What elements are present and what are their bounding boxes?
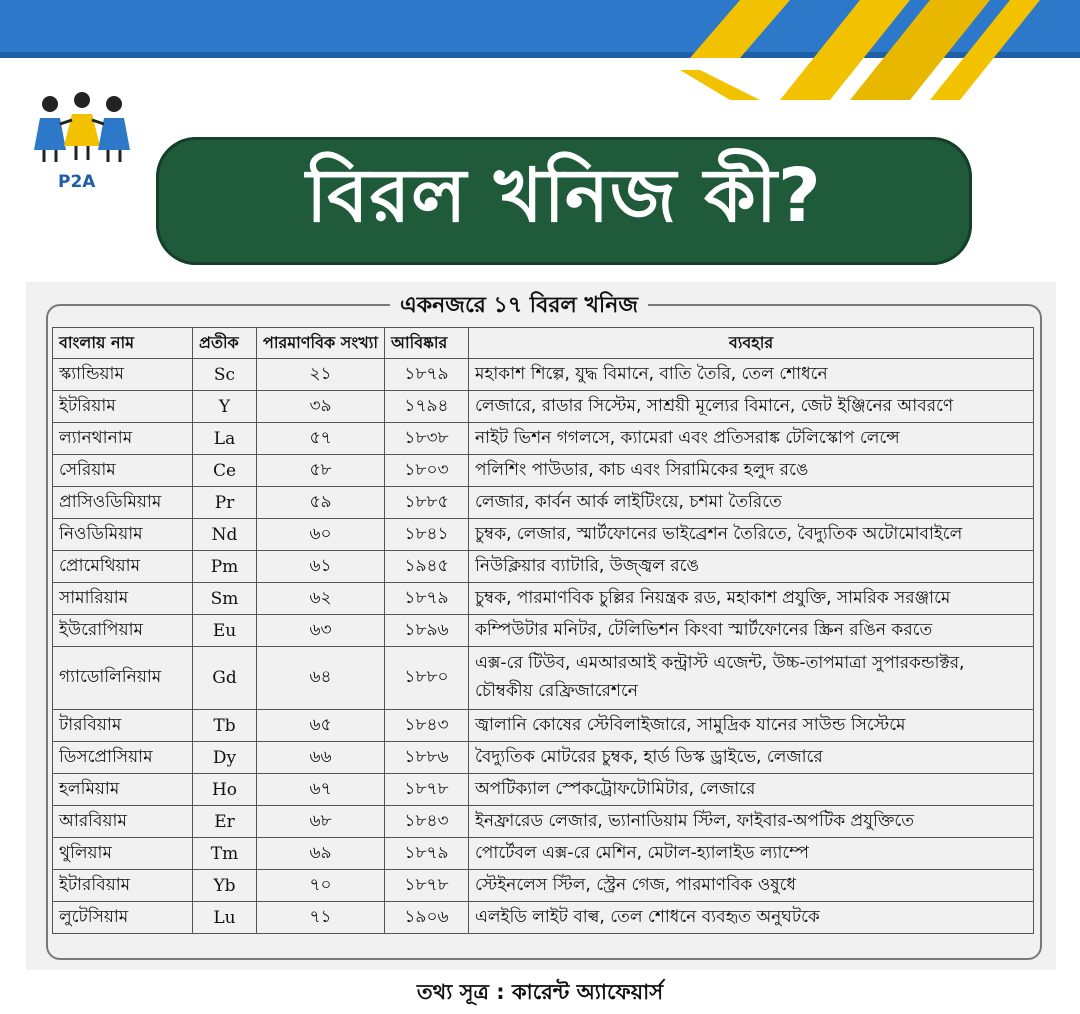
cell-symbol: Gd <box>193 647 257 710</box>
source-credit: তথ্য সূত্র : কারেন্ট অ্যাফেয়ার্স <box>416 980 664 1004</box>
cell-symbol: La <box>193 423 257 455</box>
cell-use: পলিশিং পাউডার, কাচ এবং সিরামিকের হলুদ রঙে <box>469 455 1034 487</box>
cell-name: ইউরোপিয়াম <box>53 615 193 647</box>
cell-atomic-number: ৬৯ <box>257 838 385 870</box>
cell-use: বৈদ্যুতিক মোটরের চুম্বক, হার্ড ডিস্ক ড্রাইভে, লেজারে <box>469 742 1034 774</box>
table-row <box>53 455 1034 487</box>
table-row <box>53 647 1034 710</box>
cell-symbol: Sm <box>193 583 257 615</box>
cell-symbol: Ho <box>193 774 257 806</box>
cell-atomic-number: ৭১ <box>257 902 385 934</box>
cell-atomic-number: ৬৪ <box>257 647 385 710</box>
cell-symbol: Ce <box>193 455 257 487</box>
header-use: ব্যবহার <box>469 328 1034 359</box>
cell-name: প্রোমেথিয়াম <box>53 551 193 583</box>
cell-discovery-year: ১৮৪৩ <box>385 710 469 742</box>
cell-name: ডিসপ্রোসিয়াম <box>53 742 193 774</box>
cell-name: গ্যাডোলিনিয়াম <box>53 647 193 710</box>
cell-discovery-year: ১৮০৩ <box>385 455 469 487</box>
cell-symbol: Yb <box>193 870 257 902</box>
cell-use: এক্স-রে টিউব, এমআরআই কন্ট্রাস্ট এজেন্ট, উচ্চ-তাপমাত্রা সুপারকন্ডাক্টর, চৌম্বকীয় রেফ্রিজারেশনে <box>469 647 1034 710</box>
cell-use: চুম্বক, পারমাণবিক চুল্লির নিয়ন্ত্রক রড, মহাকাশ প্রযুক্তি, সামরিক সরঞ্জামে <box>469 583 1034 615</box>
cell-atomic-number: ৬৬ <box>257 742 385 774</box>
cell-discovery-year: ১৮৭৯ <box>385 838 469 870</box>
cell-use: লেজার, কার্বন আর্ক লাইটিংয়ে, চশমা তৈরিতে <box>469 487 1034 519</box>
cell-use: মহাকাশ শিল্পে, যুদ্ধ বিমানে, বাতি তৈরি, তেল শোধনে <box>469 359 1034 391</box>
header-atomic-number: পারমাণবিক সংখ্যা <box>257 328 385 359</box>
cell-name: সামারিয়াম <box>53 583 193 615</box>
rare-minerals-table <box>52 327 1034 934</box>
cell-symbol: Sc <box>193 359 257 391</box>
cell-symbol: Tb <box>193 710 257 742</box>
cell-name: হলমিয়াম <box>53 774 193 806</box>
cell-atomic-number: ৬২ <box>257 583 385 615</box>
table-row <box>53 391 1034 423</box>
cell-use: পোর্টেবল এক্স-রে মেশিন, মেটাল-হ্যালাইড ল্যাম্পে <box>469 838 1034 870</box>
cell-atomic-number: ৬০ <box>257 519 385 551</box>
cell-use: ইনফ্রারেড লেজার, ভ্যানাডিয়াম স্টিল, ফাইবার-অপটিক প্রযুক্তিতে <box>469 806 1034 838</box>
cell-name: ইটারবিয়াম <box>53 870 193 902</box>
cell-use: নাইট ভিশন গগলসে, ক্যামেরা এবং প্রতিসরাঙ্ক টেলিস্কোপ লেন্সে <box>469 423 1034 455</box>
cell-discovery-year: ১৯০৬ <box>385 902 469 934</box>
cell-discovery-year: ১৯৪৫ <box>385 551 469 583</box>
cell-use: লেজারে, রাডার সিস্টেম, সাশ্রয়ী মূল্যের বিমানে, জেট ইঞ্জিনের আবরণে <box>469 391 1034 423</box>
cell-atomic-number: ৬৫ <box>257 710 385 742</box>
cell-discovery-year: ১৮৮৬ <box>385 742 469 774</box>
header-discovery: আবিষ্কার <box>385 328 469 359</box>
title-banner <box>156 137 972 265</box>
page-title: বিরল খনিজ কী? <box>306 152 822 239</box>
table-row <box>53 774 1034 806</box>
cell-atomic-number: ২১ <box>257 359 385 391</box>
cell-atomic-number: ৬৮ <box>257 806 385 838</box>
table-row <box>53 551 1034 583</box>
table-row <box>53 710 1034 742</box>
cell-atomic-number: ৬৩ <box>257 615 385 647</box>
table-row <box>53 870 1034 902</box>
cell-symbol: Dy <box>193 742 257 774</box>
cell-name: স্ক্যান্ডিয়াম <box>53 359 193 391</box>
table-row <box>53 583 1034 615</box>
cell-atomic-number: ৫৭ <box>257 423 385 455</box>
table-row <box>53 359 1034 391</box>
cell-discovery-year: ১৮৮০ <box>385 647 469 710</box>
cell-name: ল্যানথানাম <box>53 423 193 455</box>
cell-symbol: Tm <box>193 838 257 870</box>
cell-discovery-year: ১৮৯৬ <box>385 615 469 647</box>
cell-use: জ্বালানি কোষের স্টেবিলাইজারে, সামুদ্রিক যানের সাউন্ড সিস্টেমে <box>469 710 1034 742</box>
table-caption: একনজরে ১৭ বিরল খনিজ <box>390 288 648 325</box>
cell-discovery-year: ১৮৭৯ <box>385 583 469 615</box>
table-row <box>53 615 1034 647</box>
top-banner <box>0 0 1080 58</box>
cell-name: আরবিয়াম <box>53 806 193 838</box>
cell-use: স্টেইনলেস স্টিল, স্ট্রেন গেজ, পারমাণবিক ওষুধে <box>469 870 1034 902</box>
cell-symbol: Pr <box>193 487 257 519</box>
cell-atomic-number: ৭০ <box>257 870 385 902</box>
cell-discovery-year: ১৮৪১ <box>385 519 469 551</box>
table-header-row <box>53 328 1034 359</box>
cell-use: অপটিক্যাল স্পেকট্রোফটোমিটার, লেজারে <box>469 774 1034 806</box>
table-row <box>53 487 1034 519</box>
cell-atomic-number: ৬৭ <box>257 774 385 806</box>
header-symbol: প্রতীক <box>193 328 257 359</box>
table-row <box>53 902 1034 934</box>
cell-use: নিউক্লিয়ার ব্যাটারি, উজ্জ্বল রঙে <box>469 551 1034 583</box>
table-row <box>53 838 1034 870</box>
cell-name: থুলিয়াম <box>53 838 193 870</box>
table-row <box>53 742 1034 774</box>
cell-atomic-number: ৬১ <box>257 551 385 583</box>
table-row <box>53 519 1034 551</box>
header-name: বাংলায় নাম <box>53 328 193 359</box>
cell-discovery-year: ১৮৭৯ <box>385 359 469 391</box>
cell-atomic-number: ৩৯ <box>257 391 385 423</box>
cell-symbol: Y <box>193 391 257 423</box>
cell-use: চুম্বক, লেজার, স্মার্টফোনের ভাইব্রেশন তৈরিতে, বৈদ্যুতিক অটোমোবাইলে <box>469 519 1034 551</box>
cell-discovery-year: ১৮৭৮ <box>385 870 469 902</box>
table-row <box>53 806 1034 838</box>
logo-text: P2A <box>58 172 96 192</box>
cell-atomic-number: ৫৯ <box>257 487 385 519</box>
cell-discovery-year: ১৮৪৩ <box>385 806 469 838</box>
cell-symbol: Nd <box>193 519 257 551</box>
cell-name: ইটরিয়াম <box>53 391 193 423</box>
cell-discovery-year: ১৮৩৮ <box>385 423 469 455</box>
cell-name: টারবিয়াম <box>53 710 193 742</box>
cell-discovery-year: ১৭৯৪ <box>385 391 469 423</box>
yellow-stripe-2 <box>680 70 760 100</box>
cell-symbol: Lu <box>193 902 257 934</box>
table-row <box>53 423 1034 455</box>
cell-discovery-year: ১৮৮৫ <box>385 487 469 519</box>
cell-discovery-year: ১৮৭৮ <box>385 774 469 806</box>
cell-name: সেরিয়াম <box>53 455 193 487</box>
cell-name: প্রাসিওডিমিয়াম <box>53 487 193 519</box>
cell-symbol: Er <box>193 806 257 838</box>
cell-symbol: Eu <box>193 615 257 647</box>
cell-name: লুটেসিয়াম <box>53 902 193 934</box>
cell-name: নিওডিমিয়াম <box>53 519 193 551</box>
cell-use: এলইডি লাইট বাল্ব, তেল শোধনে ব্যবহৃত অনুঘটকে <box>469 902 1034 934</box>
cell-atomic-number: ৫৮ <box>257 455 385 487</box>
cell-use: কম্পিউটার মনিটর, টেলিভিশন কিংবা স্মার্টফোনের স্ক্রিন রঙিন করতে <box>469 615 1034 647</box>
cell-symbol: Pm <box>193 551 257 583</box>
